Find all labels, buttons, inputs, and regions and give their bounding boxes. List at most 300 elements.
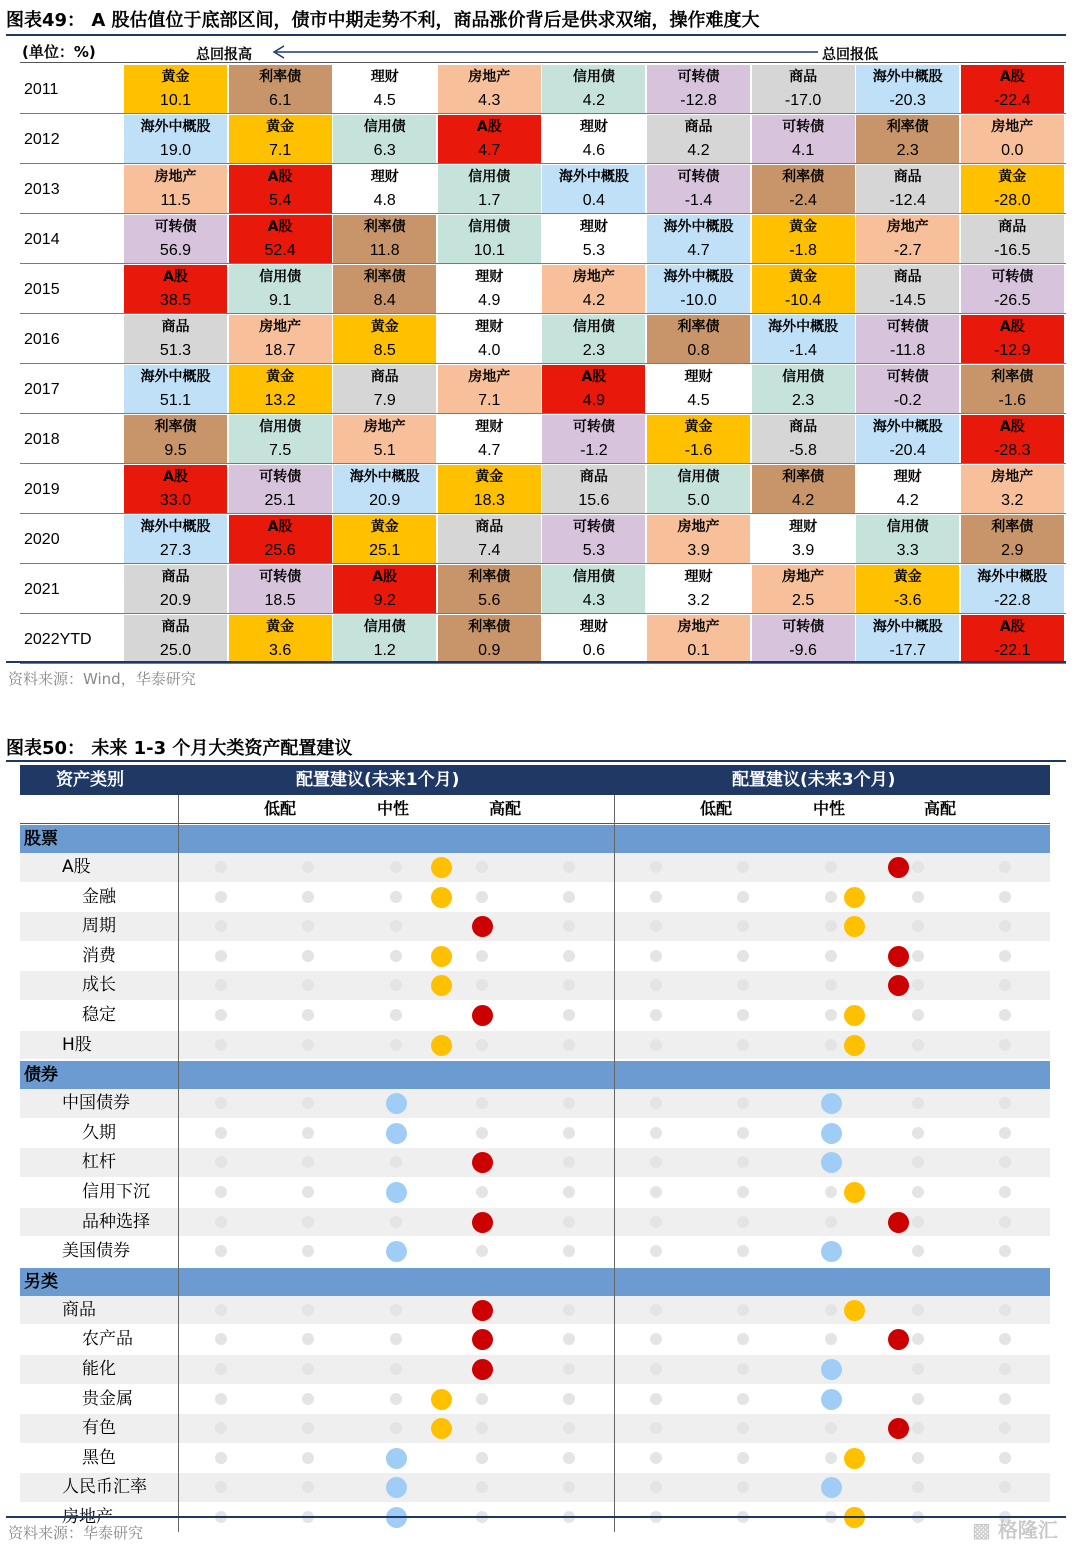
m3-placeholder-dot (999, 891, 1011, 903)
m3-placeholder-dot (650, 1245, 662, 1257)
m1-placeholder-dot (390, 920, 402, 932)
asset-name: 可转债 (782, 119, 825, 135)
asset-section (20, 1267, 1050, 1296)
m3-placeholder-dot (999, 1097, 1011, 1109)
m1-placeholder-dot (563, 1097, 575, 1109)
m3-placeholder-dot (650, 1481, 662, 1493)
title-rule-50 (6, 760, 1066, 762)
asset-name: 黄金 (893, 569, 922, 585)
m3-placeholder-dot (912, 1245, 924, 1257)
asset-row (20, 1296, 1050, 1326)
asset-name: 商品 (161, 619, 190, 635)
asset-return-cell (647, 415, 750, 463)
asset-label: 黑色 (82, 1447, 116, 1468)
asset-label: 消费 (82, 945, 116, 966)
m3-rating-dot-neutral (844, 1005, 865, 1026)
asset-return-value: 7.4 (478, 542, 501, 559)
m3-placeholder-dot (999, 1304, 1011, 1316)
m3-placeholder-dot (737, 1304, 749, 1316)
m3-placeholder-dot (825, 1333, 837, 1345)
m1-placeholder-dot (302, 1127, 314, 1139)
asset-return-value: 4.1 (791, 142, 815, 159)
m3-rating-dot-high (888, 1329, 909, 1350)
asset-return-value: -28.3 (994, 442, 1031, 459)
m1-placeholder-dot (476, 979, 488, 991)
asset-name: 可转债 (991, 269, 1034, 285)
asset-return-cell (229, 365, 332, 413)
m1-placeholder-dot (390, 1393, 402, 1405)
m3-rating-dot-neutral (844, 1035, 865, 1056)
asset-return-value: 4.0 (478, 342, 501, 359)
asset-return-cell (752, 365, 855, 413)
asset-return-cell (124, 415, 227, 463)
asset-name: 利率债 (468, 569, 511, 585)
asset-row (20, 1178, 1050, 1208)
asset-return-value: -17.0 (784, 92, 822, 109)
asset-name: 理财 (893, 469, 922, 485)
asset-return-cell (333, 465, 436, 513)
year-label: 2014 (24, 231, 60, 248)
asset-return-value: -1.4 (684, 192, 713, 209)
asset-return-value: 4.7 (478, 442, 501, 459)
asset-name: 海外中概股 (140, 519, 211, 535)
asset-return-value: 4.5 (373, 92, 396, 109)
asset-return-cell (124, 65, 227, 113)
asset-return-value: 5.4 (268, 192, 292, 209)
m1-placeholder-dot (563, 979, 575, 991)
asset-name: A股 (476, 119, 502, 135)
asset-return-value: -12.9 (994, 342, 1031, 359)
asset-return-value: -26.5 (994, 292, 1031, 309)
asset-row (20, 1001, 1050, 1031)
year-row (20, 64, 1066, 114)
asset-return-cell (961, 315, 1064, 363)
asset-return-value: 2.9 (1001, 542, 1024, 559)
year-row (20, 414, 1066, 464)
asset-label: 中国债券 (62, 1093, 130, 1114)
m3-placeholder-dot (825, 950, 837, 962)
m3-placeholder-dot (999, 1156, 1011, 1168)
asset-return-cell (124, 565, 227, 613)
m1-placeholder-dot (215, 1393, 227, 1405)
asset-return-cell (124, 515, 227, 563)
m1-placeholder-dot (302, 1186, 314, 1198)
m3-placeholder-dot (737, 891, 749, 903)
asset-name: A股 (163, 269, 188, 285)
m1-placeholder-dot (476, 1452, 488, 1464)
asset-row (20, 1444, 1050, 1474)
m3-placeholder-dot (999, 1245, 1011, 1257)
m1-placeholder-dot (215, 1245, 227, 1257)
year-row (20, 114, 1066, 164)
asset-return-value: 25.6 (264, 542, 296, 559)
m1-placeholder-dot (563, 1333, 575, 1345)
asset-return-cell (647, 65, 750, 113)
m1-placeholder-dot (215, 1009, 227, 1021)
m1-placeholder-dot (215, 891, 227, 903)
year-label: 2011 (24, 81, 59, 98)
m3-placeholder-dot (999, 1481, 1011, 1493)
m3-placeholder-dot (912, 891, 924, 903)
m3-placeholder-dot (912, 1156, 924, 1168)
m1-placeholder-dot (390, 891, 402, 903)
m1-rating-dot-low (386, 1093, 407, 1114)
asset-return-value: 0.0 (1001, 142, 1024, 159)
asset-name: 理财 (579, 219, 608, 235)
m3-placeholder-dot (999, 979, 1011, 991)
asset-name: 利率债 (782, 169, 825, 185)
m1-placeholder-dot (302, 1422, 314, 1434)
m3-placeholder-dot (999, 1422, 1011, 1434)
m3-placeholder-dot (650, 1393, 662, 1405)
asset-return-value: 15.6 (578, 492, 610, 509)
asset-name: 黄金 (684, 419, 713, 435)
asset-return-cell (229, 265, 332, 313)
m3-placeholder-dot (825, 979, 837, 991)
asset-name: 黄金 (370, 519, 399, 535)
asset-return-value: -1.8 (789, 242, 817, 259)
asset-return-value: 3.2 (1001, 492, 1024, 509)
m3-placeholder-dot (912, 1039, 924, 1051)
m1-placeholder-dot (476, 1481, 488, 1493)
asset-name: 商品 (684, 119, 713, 135)
asset-return-value: 4.7 (478, 142, 501, 159)
year-label: 2015 (24, 281, 60, 298)
m3-placeholder-dot (912, 1481, 924, 1493)
m3-placeholder-dot (650, 1216, 662, 1228)
m1-placeholder-dot (215, 1039, 227, 1051)
asset-return-cell (542, 515, 645, 563)
m3-placeholder-dot (737, 861, 749, 873)
m1-rating-dot-neutral (431, 857, 452, 878)
asset-return-cell (752, 65, 855, 113)
asset-label: A股 (62, 857, 91, 877)
unit-label: (单位：%) (22, 43, 96, 61)
m3-rating-dot-neutral (844, 1448, 865, 1469)
subheader-3m-low: 低配 (700, 799, 733, 818)
m1-placeholder-dot (563, 1363, 575, 1375)
m3-rating-dot-high (888, 946, 909, 967)
m3-placeholder-dot (912, 1333, 924, 1345)
m1-rating-dot-low (386, 1182, 407, 1203)
asset-return-value: -1.4 (789, 342, 817, 359)
asset-return-value: 8.4 (373, 292, 396, 309)
asset-return-value: -12.4 (889, 192, 926, 209)
m1-placeholder-dot (563, 1009, 575, 1021)
m3-placeholder-dot (650, 1422, 662, 1434)
m1-placeholder-dot (563, 1452, 575, 1464)
asset-return-value: 4.3 (582, 592, 606, 609)
m3-placeholder-dot (912, 1304, 924, 1316)
m1-placeholder-dot (390, 1422, 402, 1434)
row-separator (20, 663, 1066, 664)
m3-placeholder-dot (825, 891, 837, 903)
m3-placeholder-dot (650, 1452, 662, 1464)
m3-placeholder-dot (737, 979, 749, 991)
asset-label: 稳定 (82, 1004, 116, 1025)
m1-placeholder-dot (563, 1186, 575, 1198)
m1-placeholder-dot (215, 920, 227, 932)
asset-return-cell (333, 315, 436, 363)
asset-return-value: 4.6 (582, 142, 606, 159)
m1-placeholder-dot (215, 1481, 227, 1493)
m1-placeholder-dot (215, 1156, 227, 1168)
asset-return-cell (438, 615, 541, 663)
asset-name: 商品 (789, 69, 818, 85)
asset-name: A股 (267, 219, 293, 235)
asset-name: 可转债 (572, 419, 615, 435)
asset-return-cell (438, 265, 541, 313)
m1-placeholder-dot (302, 861, 314, 873)
asset-return-value: 25.1 (264, 492, 296, 509)
asset-row (20, 942, 1050, 972)
m3-placeholder-dot (912, 1363, 924, 1375)
asset-return-value: -0.2 (893, 392, 922, 409)
asset-label: 能化 (82, 1358, 116, 1379)
year-row (20, 214, 1066, 264)
asset-name: 房地产 (363, 419, 406, 435)
m3-placeholder-dot (999, 1216, 1011, 1228)
m1-rating-dot-neutral (431, 1389, 452, 1410)
subheader-1m-high: 高配 (489, 799, 522, 818)
asset-return-cell (438, 515, 541, 563)
asset-return-value: 38.5 (159, 292, 192, 309)
m1-placeholder-dot (215, 861, 227, 873)
asset-return-cell (438, 365, 541, 413)
m3-placeholder-dot (737, 1363, 749, 1375)
asset-return-value: 3.3 (896, 542, 919, 559)
m3-rating-dot-low (821, 1477, 842, 1498)
asset-return-cell (542, 215, 645, 263)
asset-return-value: 4.8 (373, 192, 396, 209)
asset-return-value: -14.5 (889, 292, 926, 309)
asset-return-cell (856, 465, 959, 513)
asset-return-cell (752, 465, 855, 513)
asset-return-cell (752, 315, 855, 363)
asset-return-value: -22.4 (994, 92, 1031, 109)
asset-name: 信用债 (572, 319, 615, 335)
asset-name: 房地产 (572, 269, 615, 285)
m1-placeholder-dot (563, 1156, 575, 1168)
m3-placeholder-dot (650, 1097, 662, 1109)
m1-placeholder-dot (302, 1333, 314, 1345)
m1-placeholder-dot (563, 1039, 575, 1051)
asset-section (20, 1060, 1050, 1089)
asset-return-cell (124, 215, 227, 263)
asset-name: 房地产 (677, 619, 720, 635)
asset-return-value: 7.1 (268, 142, 292, 159)
header-1-month: 配置建议(未来1个月) (296, 770, 460, 790)
asset-label: 人民币汇率 (62, 1477, 147, 1498)
source-note-50: 资料来源：华泰研究 (8, 1524, 144, 1542)
asset-return-value: -12.8 (680, 92, 717, 109)
asset-return-value: 20.9 (159, 592, 192, 609)
m3-rating-dot-high (888, 1418, 909, 1439)
allocation-body (20, 824, 1050, 1532)
year-row (20, 614, 1066, 664)
asset-return-value: -5.8 (789, 442, 817, 459)
asset-return-cell (647, 315, 750, 363)
m3-rating-dot-neutral (844, 1300, 865, 1321)
asset-return-value: -22.1 (994, 642, 1031, 659)
asset-return-cell (124, 265, 227, 313)
asset-return-value: 9.5 (164, 442, 187, 459)
asset-return-cell (856, 365, 959, 413)
asset-return-value: 4.9 (582, 392, 606, 409)
asset-return-value: 7.5 (268, 442, 292, 459)
m1-rating-dot-low (386, 1477, 407, 1498)
asset-row (20, 1355, 1050, 1385)
asset-name: 理财 (475, 269, 504, 285)
year-row (20, 564, 1066, 614)
m3-placeholder-dot (737, 1039, 749, 1051)
m3-placeholder-dot (825, 861, 837, 873)
asset-row (20, 1473, 1050, 1503)
m1-rating-dot-high (472, 1152, 493, 1173)
asset-name: 理财 (579, 119, 608, 135)
m1-rating-dot-neutral (431, 887, 452, 908)
asset-name: 黄金 (266, 619, 295, 635)
m3-placeholder-dot (737, 1452, 749, 1464)
asset-name: 商品 (161, 319, 190, 335)
divider-middle (614, 795, 615, 1532)
m1-placeholder-dot (563, 891, 575, 903)
asset-row (20, 883, 1050, 913)
asset-return-value: 8.5 (373, 342, 396, 359)
asset-row (20, 1237, 1050, 1267)
m1-placeholder-dot (302, 1452, 314, 1464)
asset-return-value: 4.2 (582, 92, 606, 109)
m3-placeholder-dot (650, 1363, 662, 1375)
asset-return-cell (856, 565, 959, 613)
return-arrow-icon (270, 44, 820, 60)
m3-rating-dot-low (821, 1152, 842, 1173)
asset-return-cell (542, 365, 645, 413)
m3-placeholder-dot (999, 1452, 1011, 1464)
asset-name: 可转债 (259, 569, 302, 585)
watermark-logo (972, 1514, 1058, 1543)
asset-return-value: -2.7 (893, 242, 922, 259)
asset-return-cell (333, 365, 436, 413)
asset-name: 信用债 (259, 269, 302, 285)
asset-return-cell (647, 215, 750, 263)
asset-return-cell (542, 165, 645, 213)
asset-return-cell (961, 65, 1064, 113)
m1-rating-dot-high (472, 1329, 493, 1350)
asset-return-cell (333, 165, 436, 213)
m3-placeholder-dot (650, 891, 662, 903)
asset-return-cell (542, 315, 645, 363)
asset-return-value: -1.6 (684, 442, 713, 459)
asset-name: 信用债 (782, 369, 825, 385)
m3-placeholder-dot (912, 1186, 924, 1198)
asset-name: 理财 (370, 169, 399, 185)
m3-placeholder-dot (737, 1481, 749, 1493)
m1-placeholder-dot (476, 891, 488, 903)
m1-placeholder-dot (215, 1363, 227, 1375)
asset-return-cell (124, 315, 227, 363)
asset-return-cell (647, 115, 750, 163)
asset-name: 海外中概股 (872, 619, 943, 635)
asset-label: 有色 (82, 1418, 116, 1439)
section-label: 债券 (24, 1065, 58, 1086)
m3-placeholder-dot (912, 1452, 924, 1464)
asset-name: 信用债 (468, 169, 511, 185)
asset-row (20, 1208, 1050, 1238)
asset-return-cell (229, 615, 332, 663)
m1-rating-dot-high (472, 1300, 493, 1321)
asset-return-cell (438, 315, 541, 363)
asset-name: 信用债 (468, 219, 511, 235)
year-row (20, 314, 1066, 364)
m1-placeholder-dot (476, 1186, 488, 1198)
m1-placeholder-dot (476, 861, 488, 873)
asset-name: 利率债 (886, 119, 929, 135)
asset-return-value: 4.2 (687, 142, 710, 159)
asset-return-value: -9.6 (789, 642, 817, 659)
asset-name: 商品 (475, 519, 504, 535)
m1-placeholder-dot (476, 1097, 488, 1109)
asset-label: 杠杆 (82, 1152, 116, 1173)
asset-return-cell (124, 465, 227, 513)
asset-return-value: 0.9 (478, 642, 501, 659)
asset-return-value: -11.8 (890, 342, 926, 359)
m1-rating-dot-high (472, 916, 493, 937)
asset-return-value: -16.5 (994, 242, 1031, 259)
asset-name: 利率债 (468, 619, 511, 635)
asset-return-value: 3.2 (687, 592, 710, 609)
asset-row (20, 1414, 1050, 1444)
asset-name: 可转债 (677, 69, 720, 85)
m3-placeholder-dot (999, 1393, 1011, 1405)
asset-return-value: 18.7 (264, 342, 296, 359)
asset-label: 金融 (82, 886, 116, 907)
asset-name: 房地产 (259, 319, 302, 335)
m3-placeholder-dot (912, 1393, 924, 1405)
asset-return-value: 0.8 (687, 342, 710, 359)
m3-placeholder-dot (825, 1009, 837, 1021)
asset-name: 黄金 (266, 119, 295, 135)
asset-return-cell (229, 415, 332, 463)
asset-return-value: 3.9 (687, 542, 710, 559)
asset-return-cell (229, 315, 332, 363)
m3-placeholder-dot (650, 1304, 662, 1316)
m1-placeholder-dot (215, 1186, 227, 1198)
asset-name: 理财 (475, 419, 504, 435)
year-label: 2020 (24, 531, 60, 548)
asset-label: 商品 (62, 1299, 96, 1320)
m3-placeholder-dot (999, 1186, 1011, 1198)
asset-return-cell (856, 215, 959, 263)
asset-return-cell (542, 615, 645, 663)
section-label: 另类 (24, 1271, 58, 1292)
asset-return-cell (647, 265, 750, 313)
asset-name: 信用债 (363, 619, 406, 635)
m1-placeholder-dot (302, 891, 314, 903)
m1-placeholder-dot (302, 920, 314, 932)
asset-name: 海外中概股 (140, 369, 211, 385)
asset-return-value: 25.0 (159, 642, 192, 659)
asset-return-value: 19.0 (159, 142, 192, 159)
m1-placeholder-dot (476, 1127, 488, 1139)
title-rule (6, 34, 1066, 36)
asset-name: 海外中概股 (977, 569, 1048, 585)
m1-rating-dot-low (386, 1448, 407, 1469)
year-label: 2021 (24, 581, 60, 598)
asset-name: 海外中概股 (558, 169, 629, 185)
source-rule-49 (6, 661, 1066, 663)
year-label: 2022YTD (24, 631, 92, 648)
